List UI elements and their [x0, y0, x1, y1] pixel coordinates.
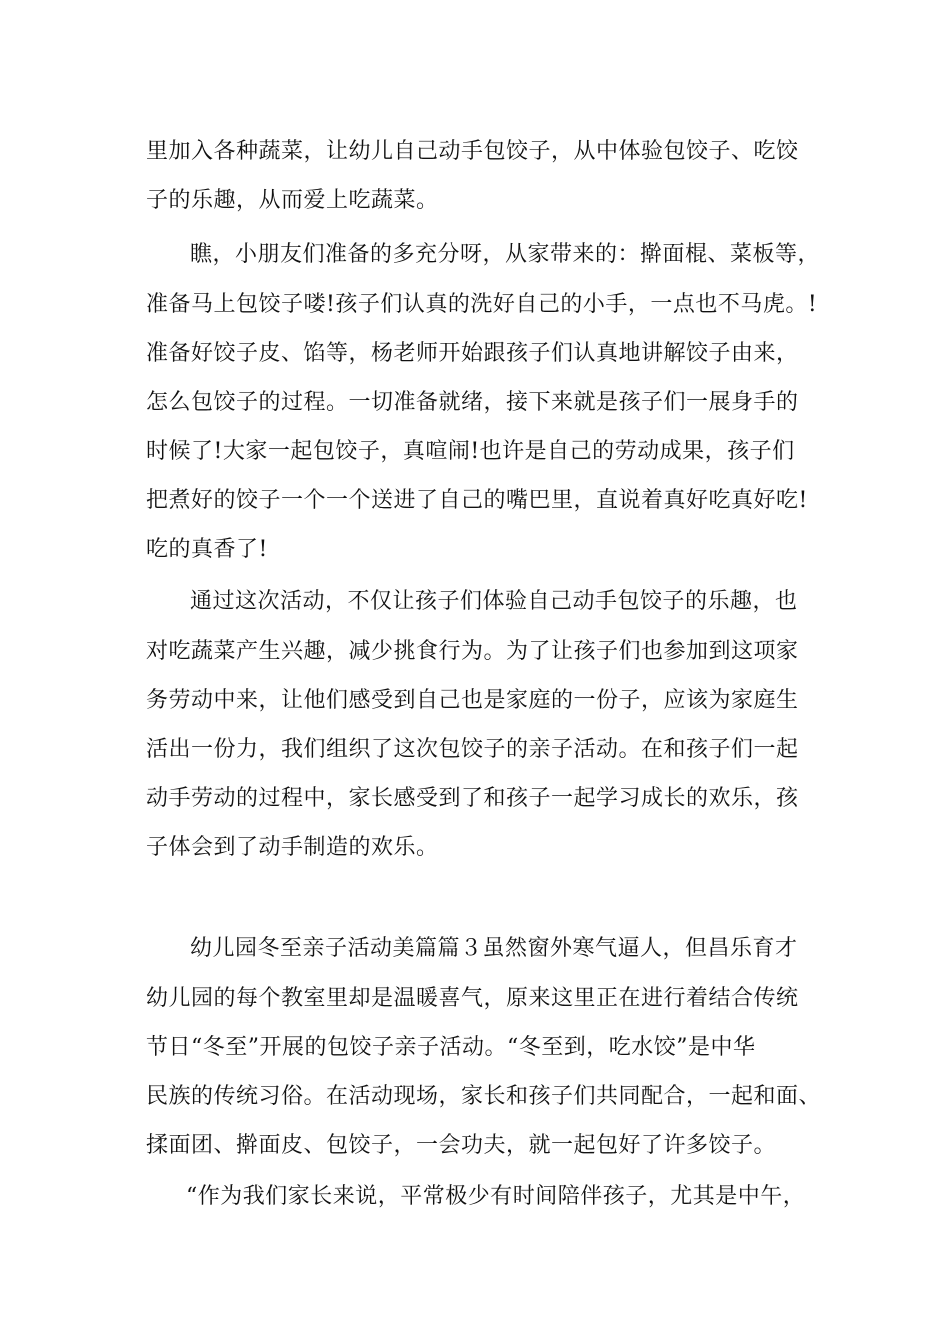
text-line: 节日“冬至”开展的包饺子亲子活动。“冬至到，吃水饺”是中华 [146, 1035, 756, 1060]
text-line: 活出一份力，我们组织了这次包饺子的亲子活动。在和孩子们一起 [146, 737, 799, 762]
text-line: 民族的传统习俗。在活动现场，家长和孩子们共同配合，一起和面、 [146, 1084, 822, 1109]
text-line: 对吃蔬菜产生兴趣，减少挑食行为。为了让孩子们也参加到这项家 [146, 639, 799, 664]
text-line: 瞧，小朋友们准备的多充分呀，从家带来的：擀面棍、菜板等， [190, 242, 821, 267]
text-line: 务劳动中来，让他们感受到自己也是家庭的一份子，应该为家庭生 [146, 688, 799, 713]
text-line: 吃的真香了! [146, 537, 268, 562]
text-line: 幼儿园的每个教室里却是温暖喜气，原来这里正在进行着结合传统 [146, 986, 799, 1011]
text-line: 动手劳动的过程中，家长感受到了和孩子一起学习成长的欢乐，孩 [146, 786, 799, 811]
text-line: 子的乐趣，从而爱上吃蔬菜。 [146, 188, 439, 213]
text-line: 准备好饺子皮、馅等，杨老师开始跟孩子们认真地讲解饺子由来， [146, 341, 799, 366]
text-line: “作为我们家长来说，平常极少有时间陪伴孩子，尤其是中午， [186, 1184, 806, 1209]
text-line: 里加入各种蔬菜，让幼儿自己动手包饺子，从中体验包饺子、吃饺 [146, 139, 799, 164]
text-line: 揉面团、擀面皮、包饺子，一会功夫，就一起包好了许多饺子。 [146, 1133, 777, 1158]
text-line: 准备马上包饺子喽!孩子们认真的洗好自己的小手，一点也不马虎。! [146, 292, 818, 317]
text-line: 子体会到了动手制造的欢乐。 [146, 835, 439, 860]
text-line: 把煮好的饺子一个一个送进了自己的嘴巴里，直说着真好吃真好吃! [146, 488, 808, 513]
text-line: 怎么包饺子的过程。一切准备就绪，接下来就是孩子们一展身手的 [146, 390, 799, 415]
text-line: 通过这次活动，不仅让孩子们体验自己动手包饺子的乐趣，也 [190, 589, 798, 614]
text-line: 时候了!大家一起包饺子，真喧闹!也许是自己的劳动成果，孩子们 [146, 439, 795, 464]
text-line: 幼儿园冬至亲子活动美篇篇３虽然窗外寒气逼人，但昌乐育才 [190, 936, 798, 961]
